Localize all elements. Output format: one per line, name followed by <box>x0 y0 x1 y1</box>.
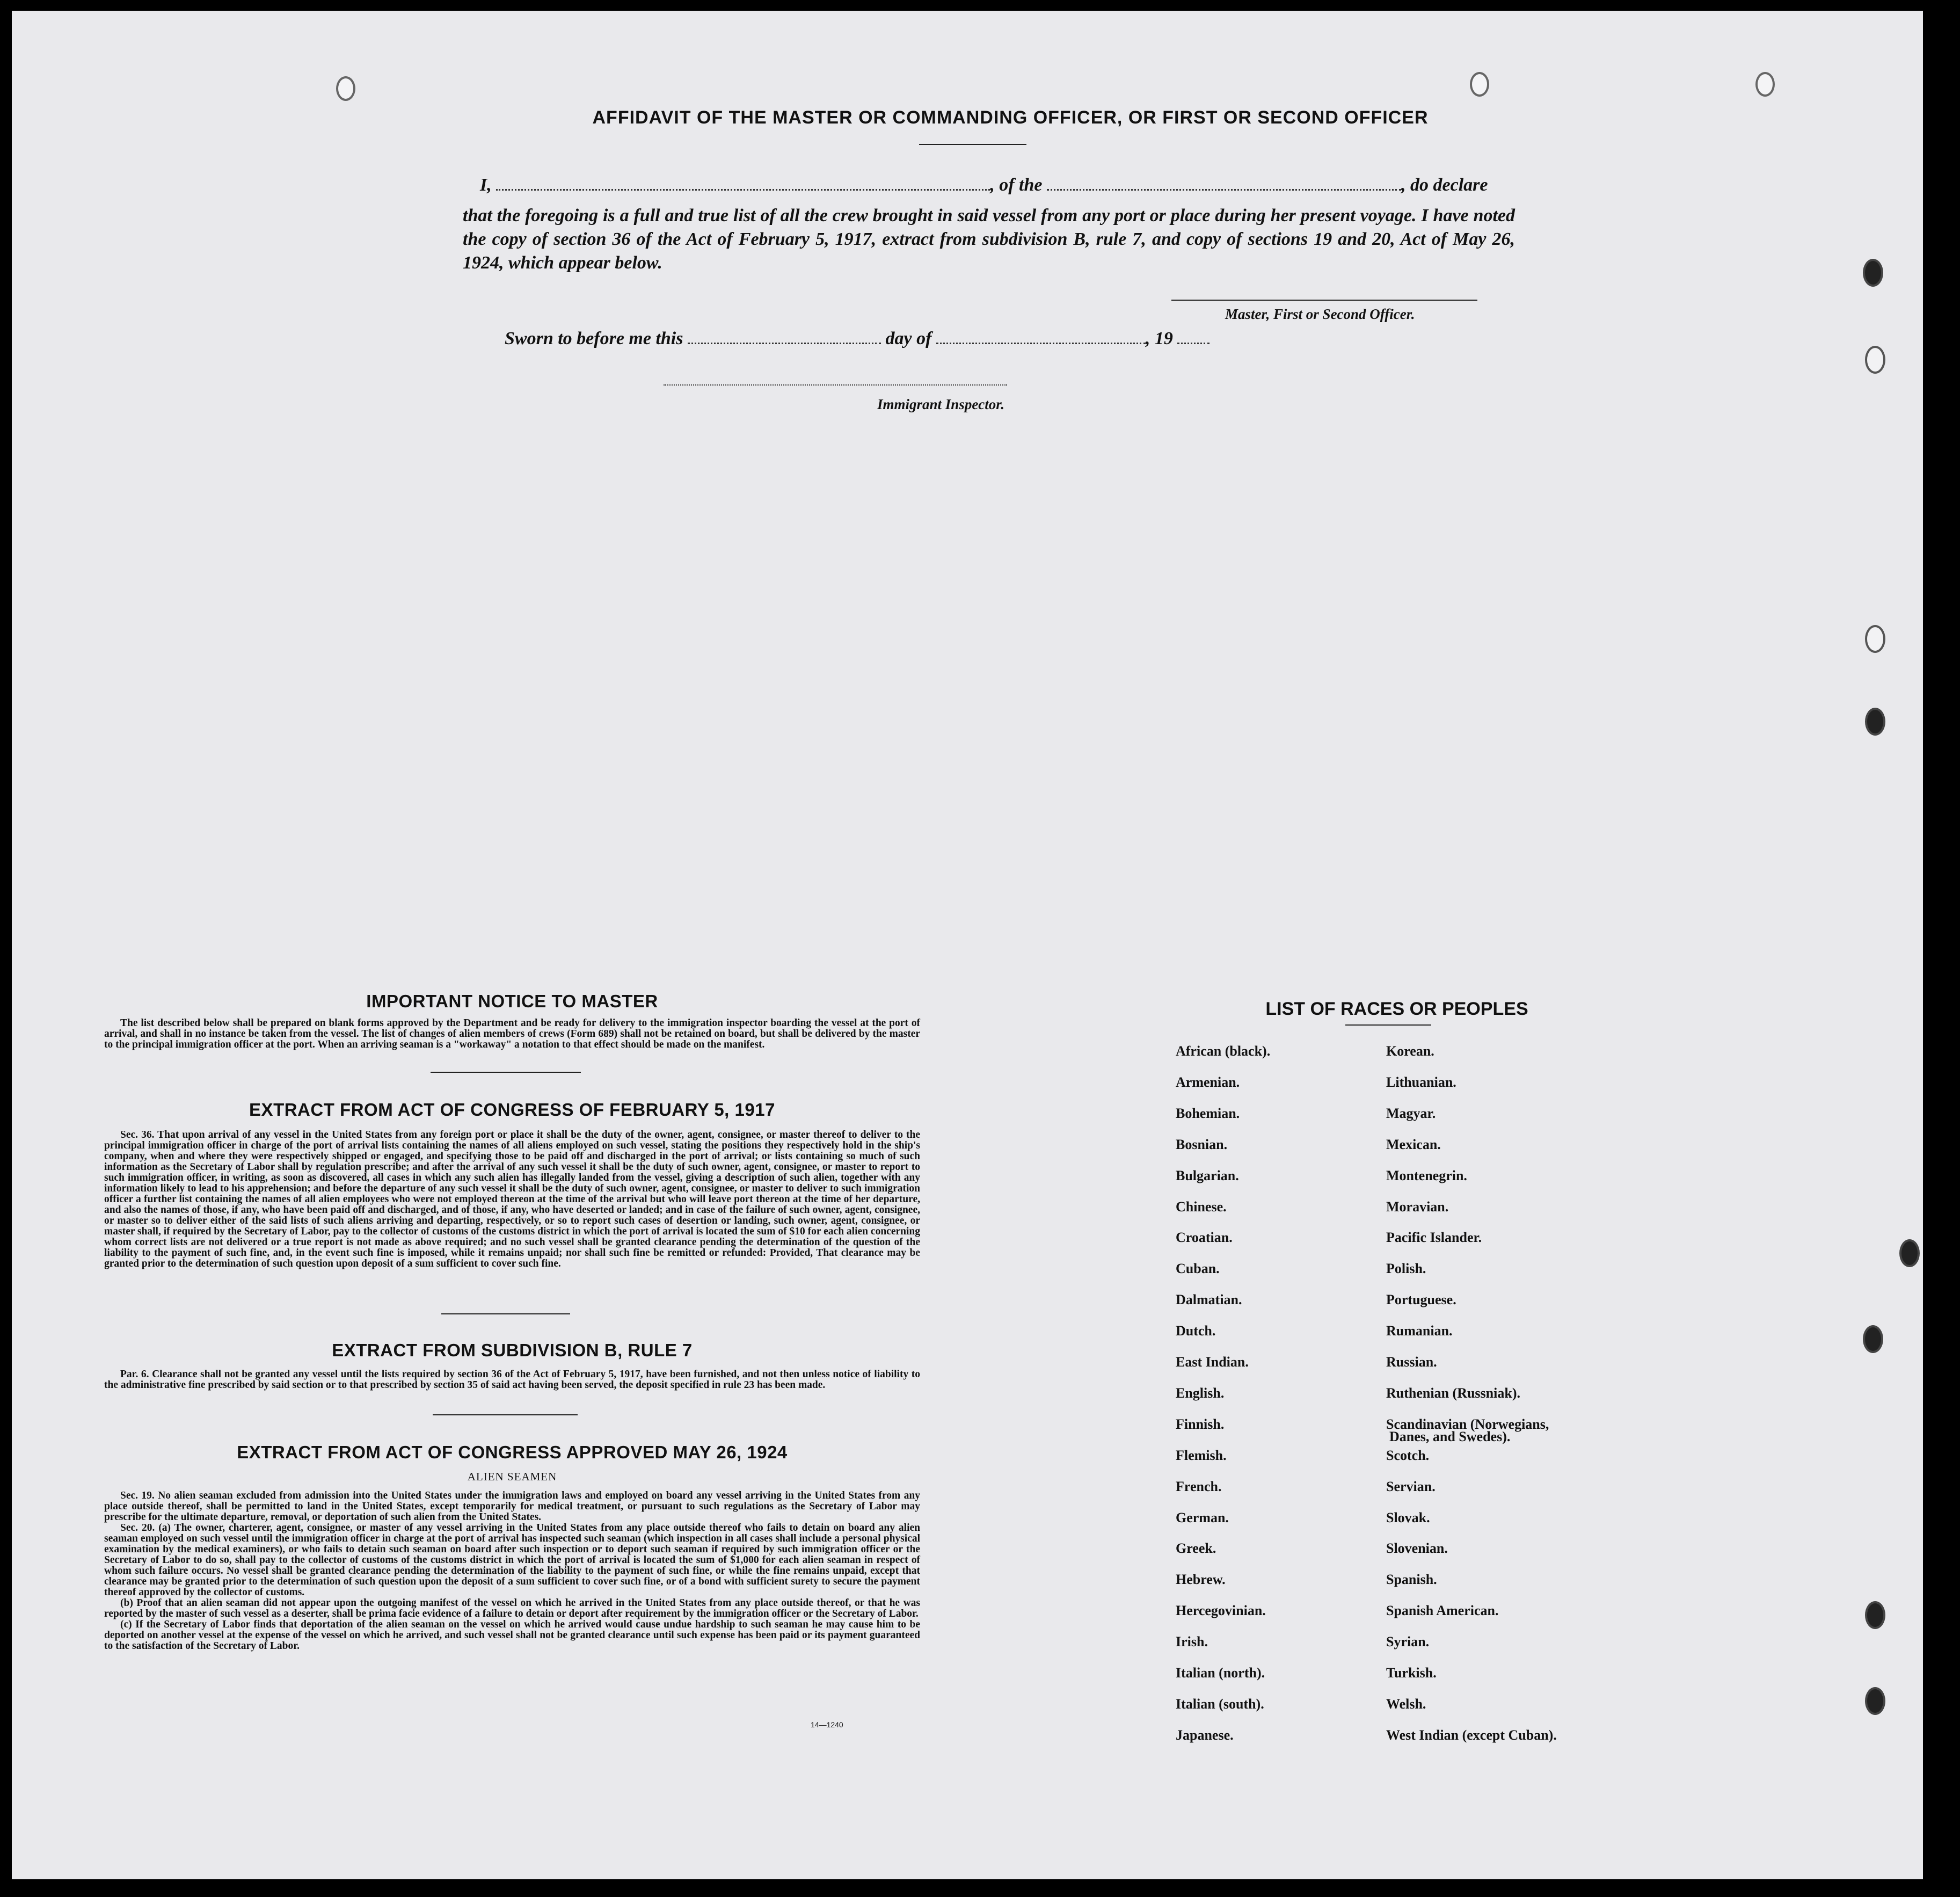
race-item: Finnish. <box>1176 1416 1225 1432</box>
races-divider <box>1345 1024 1431 1026</box>
race-item: Montenegrin. <box>1386 1168 1467 1183</box>
race-continuation: Danes, and Swedes). <box>1389 1429 1511 1444</box>
sec-20c-paragraph: (c) If the Secretary of Labor finds that deportation of the alien seaman on the vessel on which he arrived would cause undue hardship to such seaman he may cause him to be deported on another vessel at the expense of the vessel on which he arrived, and such vessel shall not be granted clearance until such expense has been paid or its payment guaranteed to the satisfaction of the Secretary of Labor. <box>104 1619 920 1652</box>
race-item: Rumanian. <box>1386 1323 1453 1339</box>
document-page <box>12 11 1923 1879</box>
punch-hole <box>1863 1325 1883 1353</box>
race-item: Scotch. <box>1386 1448 1430 1463</box>
punch-hole <box>1865 1601 1885 1629</box>
section-divider <box>431 1072 581 1073</box>
declaration-line <box>480 175 1488 195</box>
extract-1924-title: EXTRACT FROM ACT OF CONGRESS APPROVED MAY 26, 1924 <box>237 1442 788 1462</box>
extract-1924-text <box>104 1491 920 1652</box>
race-item: Slovenian. <box>1386 1540 1448 1556</box>
race-item: Hebrew. <box>1176 1572 1226 1587</box>
inspector-signature-line[interactable] <box>664 383 1007 386</box>
punch-hole <box>1899 1239 1920 1267</box>
sworn-year-field[interactable] <box>1177 329 1209 344</box>
race-item: Dalmatian. <box>1176 1292 1242 1307</box>
race-item: Scandinavian (Norwegians, <box>1386 1416 1549 1432</box>
race-item: Moravian. <box>1386 1199 1449 1215</box>
race-item: Bohemian. <box>1176 1106 1240 1121</box>
sec-20a-paragraph: Sec. 20. (a) The owner, charterer, agent, consignee, or master of any vessel arriving in the United States from any place outside thereof who fails to detain on board any alien seaman employed on such vessel until the immigration officer in charge at the port of arrival has inspected such seaman (which inspection in all cases shall include a personal physical examination by the medical examiners), or who fails to detain such seaman on board after such inspection or to deport such seaman if required by such immigration officer or the Secretary of Labor to do so, shall pay to the collector of customs of the customs district in which the port of arrival is located the sum of $1,000 for each alien seaman in respect of whom such failure occurs. No vessel shall be granted clearance pending the determination of the liability to the payment of such fine, or while the fine remains unpaid, except that clearance may be granted prior to the determination of such question upon the deposit of a sum sufficient to cover such fine, or of a bond with sufficient surety to secure the payment thereof approved by the collector of customs. <box>104 1522 920 1598</box>
inspector-label: Immigrant Inspector. <box>877 396 1005 412</box>
title-divider <box>919 144 1026 145</box>
race-item: Lithuanian. <box>1386 1074 1456 1090</box>
race-item: English. <box>1176 1385 1225 1401</box>
notice-text <box>104 1018 920 1050</box>
race-item: Dutch. <box>1176 1323 1216 1339</box>
race-item: Cuban. <box>1176 1261 1220 1276</box>
race-item: Russian. <box>1386 1354 1437 1370</box>
race-item: Syrian. <box>1386 1634 1430 1649</box>
subdivision-b-text <box>104 1369 920 1391</box>
section-divider <box>441 1313 570 1314</box>
race-item: East Indian. <box>1176 1354 1249 1370</box>
punch-hole <box>1865 1687 1885 1715</box>
year-prefix: , 19 <box>1145 329 1173 348</box>
sworn-line <box>505 329 1209 349</box>
race-item: Portuguese. <box>1386 1292 1456 1307</box>
race-item: Mexican. <box>1386 1137 1441 1152</box>
race-item: Pacific Islander. <box>1386 1230 1482 1245</box>
race-item: Flemish. <box>1176 1448 1227 1463</box>
race-item: Polish. <box>1386 1261 1426 1276</box>
signature-label: Master, First or Second Officer. <box>1225 306 1415 322</box>
punch-hole <box>1470 72 1489 97</box>
race-item: Hercegovinian. <box>1176 1603 1266 1618</box>
extract-1917-text <box>104 1130 920 1269</box>
punch-hole <box>1865 708 1885 736</box>
subdivision-b-title: EXTRACT FROM SUBDIVISION B, RULE 7 <box>332 1340 693 1360</box>
sec-20b-paragraph: (b) Proof that an alien seaman did not appear upon the outgoing manifest of the vessel on which he arrived in the United States from any place outside thereof, or that he was reported by the master of such vessel as a deserter, shall be prima facie evidence of a failure to detain or deport after requirement by the immigration officer or the Secretary of Labor. <box>104 1597 920 1619</box>
signature-line[interactable] <box>1171 300 1477 301</box>
race-item: Bulgarian. <box>1176 1168 1239 1183</box>
race-item: French. <box>1176 1479 1222 1494</box>
race-item: Servian. <box>1386 1479 1436 1494</box>
race-item: Irish. <box>1176 1634 1208 1649</box>
notice-paragraph: The list described below shall be prepared on blank forms approved by the Department and be ready for delivery to the immigration inspector boarding the vessel at the port of arrival, and shall in no instance be taken from the vessel. The list of changes of alien members of crews (Form 689) shall not be retained on board, but shall be delivered by the master to the principal immigration officer at the port. When an arriving seaman is a "workaway" a notation to that effect should be made on the manifest. <box>104 1017 920 1050</box>
punch-hole <box>1865 625 1885 653</box>
race-item: West Indian (except Cuban). <box>1386 1727 1557 1743</box>
punch-hole <box>336 76 355 101</box>
races-title: LIST OF RACES OR PEOPLES <box>1265 999 1528 1019</box>
notice-title: IMPORTANT NOTICE TO MASTER <box>366 991 658 1011</box>
sworn-prefix: Sworn to before me this <box>505 329 683 348</box>
day-of-label: day of <box>885 329 932 348</box>
declaration-text: that the foregoing is a full and true list of all the crew brought in said vessel from any port or place during her present voyage. I have noted the copy of section 36 of the Act of February 5, 1917, extract from subdivision B, rule 7, and copy of sections 19 and 20, Act of May 26, 1924, which appear below. <box>463 206 1515 273</box>
punch-hole <box>1865 346 1885 374</box>
of-the-label: , of the <box>990 175 1043 195</box>
par-6-paragraph: Par. 6. Clearance shall not be granted any vessel until the lists required by section 36 of the Act of February 5, 1917, have been furnished, and not then unless notice of liability to the administrative fine prescribed by said section or to that prescribed by section 35 of said act having been served, the deposit specified in rule 23 has been made. <box>104 1369 920 1391</box>
race-item: Japanese. <box>1176 1727 1234 1743</box>
sworn-day-field[interactable] <box>688 329 881 344</box>
race-item: Turkish. <box>1386 1665 1437 1681</box>
race-item: Croatian. <box>1176 1230 1233 1245</box>
race-item: Italian (south). <box>1176 1696 1264 1712</box>
sec-36-paragraph: Sec. 36. That upon arrival of any vessel in the United States from any foreign port or place it shall be the duty of the owner, agent, consignee, or master thereof to deliver to the principal immigration officer in charge of the port of arrival lists containing the names of all aliens employed on such vessel, stating the positions they respectively hold in the ship's company, when and where they were respectively shipped or engaged, and specifying those to be paid off and discharged in the port of arrival; or lists containing so much of such information as the Secretary of Labor shall by regulation prescribe; and after the arrival of any such vessel it shall be the duty of such owner, agent, consignee, or master to report to such immigration officer, in writing, as soon as discovered, all cases in which any such alien has illegally landed from the vessel, giving a description of such alien, together with any information likely to lead to his apprehension; and before the departure of any such vessel it shall be the duty of such owner, agent, consignee, or master to deliver to such immigration officer a further list containing the names of all alien employees who were not employed thereon at the time of the arrival but who will leave port thereon at the time of her departure, and also the names of those, if any, who have been paid off and discharged, and of those, if any, who have deserted or landed; and in case of the failure of such owner, agent, consignee, or master so to deliver either of the said lists of such aliens arriving and departing, respectively, or so to report such cases of desertion or landing, such owner, agent, consignee, or master shall, if required by the Secretary of Labor, pay to the collector of customs of the customs district in which the port of arrival is located the sum of $10 for each alien concerning whom correct lists are not delivered or a true report is not made as above required; and no such vessel shall be granted clearance pending the determination of the question of the liability to the payment of such fine, and, in the event such fine is imposed, while it remains unpaid; nor shall such fine be remitted or refunded: Provided, That clearance may be granted prior to the determination of such question upon deposit of a sum sufficient to cover such fine. <box>104 1129 920 1269</box>
race-item: Italian (north). <box>1176 1665 1265 1681</box>
sec-19-paragraph: Sec. 19. No alien seaman excluded from admission into the United States under the immigration laws and employed on board any vessel arriving in the United States from any place outside thereof, shall be permitted to land in the United States, except temporarily for medical treatment, or pursuant to such regulations as the Secretary of Labor may prescribe for the ultimate departure, removal, or deportation of such alien from the United States. <box>104 1490 920 1523</box>
race-item: Magyar. <box>1386 1106 1436 1121</box>
form-number: 14—1240 <box>811 1720 843 1729</box>
race-item: African (black). <box>1176 1043 1271 1059</box>
race-item: Greek. <box>1176 1540 1216 1556</box>
declarant-name-field[interactable] <box>496 175 990 191</box>
race-item: Armenian. <box>1176 1074 1240 1090</box>
race-item: Slovak. <box>1386 1510 1430 1525</box>
section-divider <box>433 1414 578 1415</box>
declare-label: , do declare <box>1401 175 1488 195</box>
punch-hole <box>1755 72 1775 97</box>
punch-hole <box>1863 259 1883 287</box>
race-item: Spanish American. <box>1386 1603 1499 1618</box>
affidavit-title: AFFIDAVIT OF THE MASTER OR COMMANDING OFFICER, OR FIRST OR SECOND OFFICER <box>592 107 1429 128</box>
race-item: Bosnian. <box>1176 1137 1228 1152</box>
alien-seamen-subtitle: ALIEN SEAMEN <box>467 1470 557 1483</box>
race-item: Spanish. <box>1386 1572 1437 1587</box>
declarant-prefix: I, <box>480 175 492 195</box>
race-item: German. <box>1176 1510 1229 1525</box>
race-item: Ruthenian (Russniak). <box>1386 1385 1520 1401</box>
race-item: Korean. <box>1386 1043 1434 1059</box>
race-item: Chinese. <box>1176 1199 1227 1215</box>
vessel-name-field[interactable] <box>1047 175 1401 191</box>
sworn-month-field[interactable] <box>936 329 1146 344</box>
extract-1917-title: EXTRACT FROM ACT OF CONGRESS OF FEBRUARY 5, 1917 <box>249 1100 775 1120</box>
race-item: Welsh. <box>1386 1696 1426 1712</box>
